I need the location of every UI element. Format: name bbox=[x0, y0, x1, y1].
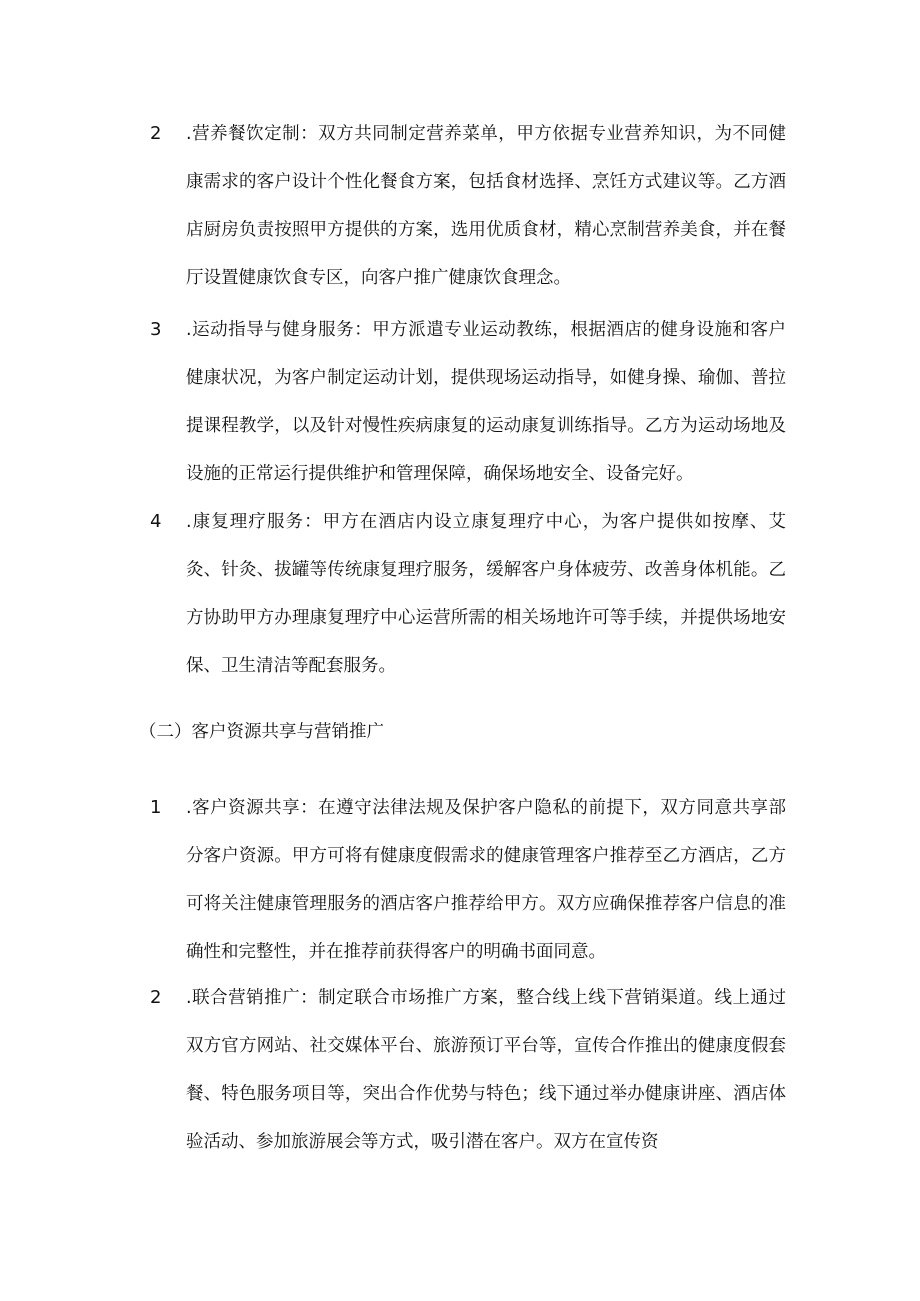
list-item-number: 4 bbox=[150, 511, 162, 532]
list-item-text: .运动指导与健身服务：甲方派遣专业运动教练，根据酒店的健身设施和客户健康状况，为客户制定运动计划，提供现场运动指导，如健身操、瑜伽、普拉提课程教学，以及针对慢性疾病康复的运动康复训练指导。乙方为运动场地及设施的正常运行提供维护和管理保障，确保场地安全、设备完好。 bbox=[186, 320, 786, 484]
list-item bbox=[150, 306, 800, 498]
list-item-number: 2 bbox=[150, 987, 162, 1008]
list-item-text: .营养餐饮定制：双方共同制定营养菜单，甲方依据专业营养知识，为不同健康需求的客户设计个性化餐食方案，包括食材选择、烹饪方式建议等。乙方酒店厨房负责按照甲方提供的方案，选用优质食材，精心烹制营养美食，并在餐厅设置健康饮食专区，向客户推广健康饮食理念。 bbox=[186, 124, 786, 288]
list-item-text: .康复理疗服务：甲方在酒店内设立康复理疗中心，为客户提供如按摩、艾灸、针灸、拔罐等传统康复理疗服务，缓解客户身体疲劳、改善身体机能。乙方协助甲方办理康复理疗中心运营所需的相关场地许可等手续，并提供场地安保、卫生清洁等配套服务。 bbox=[186, 512, 786, 676]
list-item-text: .客户资源共享：在遵守法律法规及保护客户隐私的前提下，双方同意共享部分客户资源。甲方可将有健康度假需求的健康管理客户推荐至乙方酒店，乙方可将关注健康管理服务的酒店客户推荐给甲方。双方应确保推荐客户信息的准确性和完整性，并在推荐前获得客户的明确书面同意。 bbox=[186, 798, 786, 962]
list-item-number: 1 bbox=[150, 797, 162, 818]
list-item bbox=[150, 498, 800, 690]
list-item bbox=[150, 784, 800, 976]
section-heading: （二）客户资源共享与营销推广 bbox=[139, 722, 384, 742]
list-item bbox=[150, 110, 800, 302]
list-item-number: 2 bbox=[150, 123, 162, 144]
list-item-number: 3 bbox=[150, 319, 162, 340]
list-item-text: .联合营销推广：制定联合市场推广方案，整合线上线下营销渠道。线上通过双方官方网站、社交媒体平台、旅游预订平台等，宣传合作推出的健康度假套餐、特色服务项目等，突出合作优势与特色；线下通过举办健康讲座、酒店体验活动、参加旅游展会等方式，吸引潜在客户。双方在宣传资 bbox=[186, 988, 786, 1152]
list-item bbox=[150, 974, 800, 1166]
